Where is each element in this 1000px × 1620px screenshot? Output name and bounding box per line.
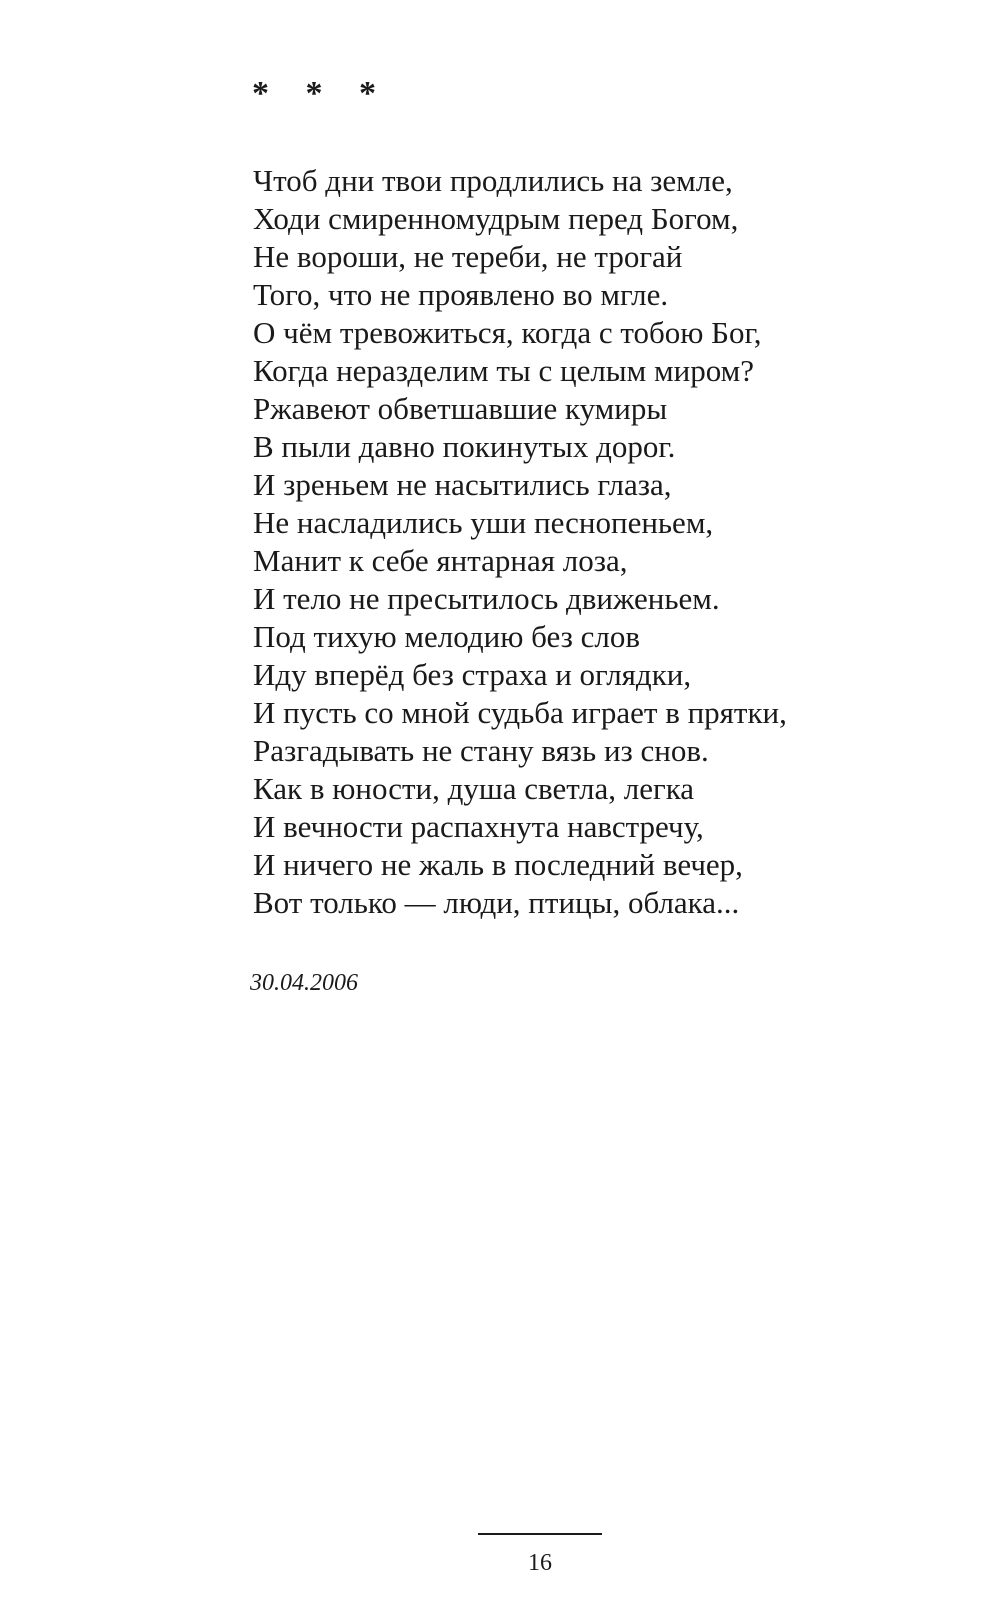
poem-line: Под тихую мелодию без слов: [253, 619, 640, 654]
poem-line: Не насладились уши песнопеньем,: [253, 505, 714, 540]
poem-line: Ходи смиренномудрым перед Богом,: [253, 201, 739, 236]
page-number: 16: [528, 1550, 552, 1576]
poem-line: И вечности распахнута навстречу,: [253, 809, 704, 844]
footer-divider: [478, 1533, 602, 1535]
poem-date: 30.04.2006: [250, 970, 358, 996]
poem-line: И зреньем не насытились глаза,: [253, 467, 672, 502]
poem-line: И тело не пресытилось движеньем.: [253, 581, 720, 616]
poem-line: Когда неразделим ты с целым миром?: [253, 353, 754, 388]
poem-line: Того, что не проявлено во мгле.: [253, 277, 669, 312]
poem-line: В пыли давно покинутых дорог.: [253, 429, 676, 464]
poem-line: Вот только — люди, птицы, облака...: [253, 885, 740, 920]
poem-line: И пусть со мной судьба играет в прятки,: [253, 695, 787, 730]
poem-line: Чтоб дни твои продлились на земле,: [253, 163, 733, 198]
section-marker: * * *: [252, 75, 390, 112]
poem-line: Как в юности, душа светла, легка: [253, 771, 695, 806]
poem-line: Ржавеют обветшавшие кумиры: [253, 391, 668, 426]
poem-line: О чём тревожиться, когда с тобою Бог,: [253, 315, 762, 350]
poem-line: Иду вперёд без страха и оглядки,: [253, 657, 692, 692]
poem-line: Манит к себе янтарная лоза,: [253, 543, 628, 578]
poem-line: Разгадывать не стану вязь из снов.: [253, 733, 709, 768]
poem-line: Не вороши, не тереби, не трогай: [253, 239, 683, 274]
poem: [253, 162, 953, 922]
poem-line: И ничего не жаль в последний вечер,: [253, 847, 743, 882]
